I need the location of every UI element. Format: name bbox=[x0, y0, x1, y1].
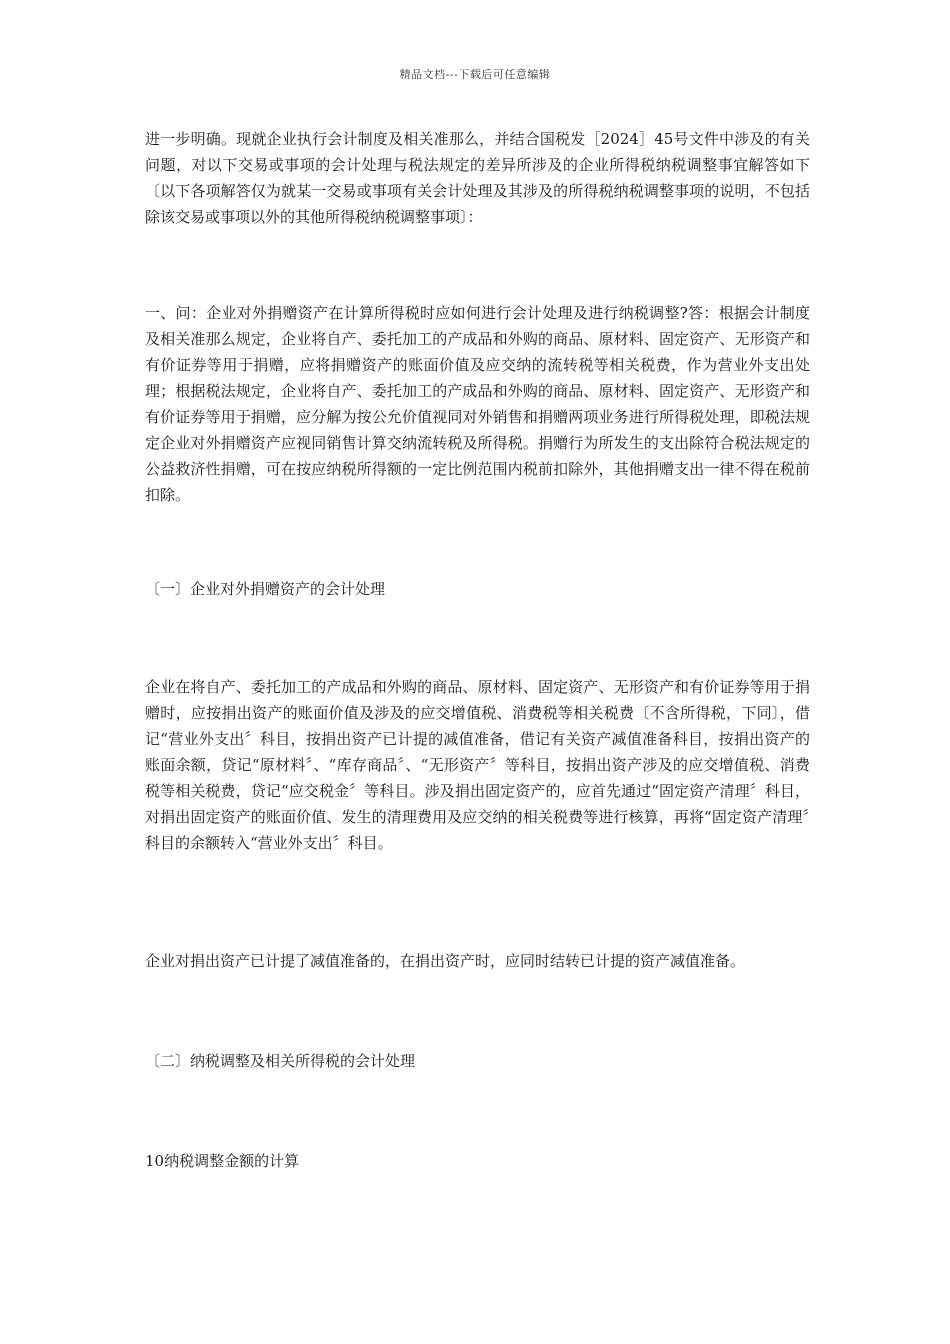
section-two-heading: 〔二〕纳税调整及相关所得税的会计处理 bbox=[145, 1052, 416, 1070]
section-one-note-paragraph: 企业对捐出资产已计提了减值准备的，在捐出资产时，应同时结转已计提的资产减值准备。 bbox=[145, 952, 746, 970]
subsection-heading: 10纳税调整金额的计算 bbox=[145, 1152, 300, 1170]
question-one-paragraph: 一、问：企业对外捐赠资产在计算所得税时应如何进行会计处理及进行纳税调整?答：根据会计制度及相关准那么规定，企业将自产、委托加工的产成品和外购的商品、原材料、固定资产、无形资产和有价证券等用于捐赠，应将捐赠资产的账面价值及应交纳的流转税等相关税费，作为营业外支出处理；根据税法规定，企业将自产、委托加工的产成品和外购的商品、原材料、固定资产、无形资产和有价证券等用于捐赠，应分解为按公允价值视同对外销售和捐赠两项业务进行所得税处理，即税法规定企业对外捐赠资产应视同销售计算交纳流转税及所得税。捐赠行为所发生的支出除符合税法规定的公益救济性捐赠，可在按应纳税所得额的一定比例范围内税前扣除外，其他捐赠支出一律不得在税前扣除。 bbox=[145, 304, 810, 504]
page-header: 精品文档---下载后可任意编辑 bbox=[399, 68, 551, 81]
intro-paragraph: 进一步明确。现就企业执行会计制度及相关准那么，并结合国税发［2024］45号文件中涉及的有关问题，对以下交易或事项的会计处理与税法规定的差异所涉及的企业所得税纳税调整事宜解答如下〔以下各项解答仅为就某一交易或事项有关会计处理及其涉及的所得税纳税调整事项的说明，不包括除该交易或事项以外的其他所得税纳税调整事项〕： bbox=[145, 130, 810, 226]
section-one-body-paragraph: 企业在将自产、委托加工的产成品和外购的商品、原材料、固定资产、无形资产和有价证券等用于捐赠时，应按捐出资产的账面价值及涉及的应交增值税、消费税等相关税费〔不含所得税，下同〕，借记“营业外支出〞科目，按捐出资产已计提的减值准备，借记有关资产减值准备科目，按捐出资产的账面余额，贷记“原材料〞、“库存商品〞、“无形资产〞等科目，按捐出资产涉及的应交增值税、消费税等相关税费，贷记“应交税金〞等科目。涉及捐出固定资产的，应首先通过“固定资产清理〞科目，对捐出固定资产的账面价值、发生的清理费用及应交纳的相关税费等进行核算，再将“固定资产清理〞科目的余额转入“营业外支出〞科目。 bbox=[145, 678, 810, 852]
section-one-heading: 〔一〕企业对外捐赠资产的会计处理 bbox=[145, 580, 386, 598]
